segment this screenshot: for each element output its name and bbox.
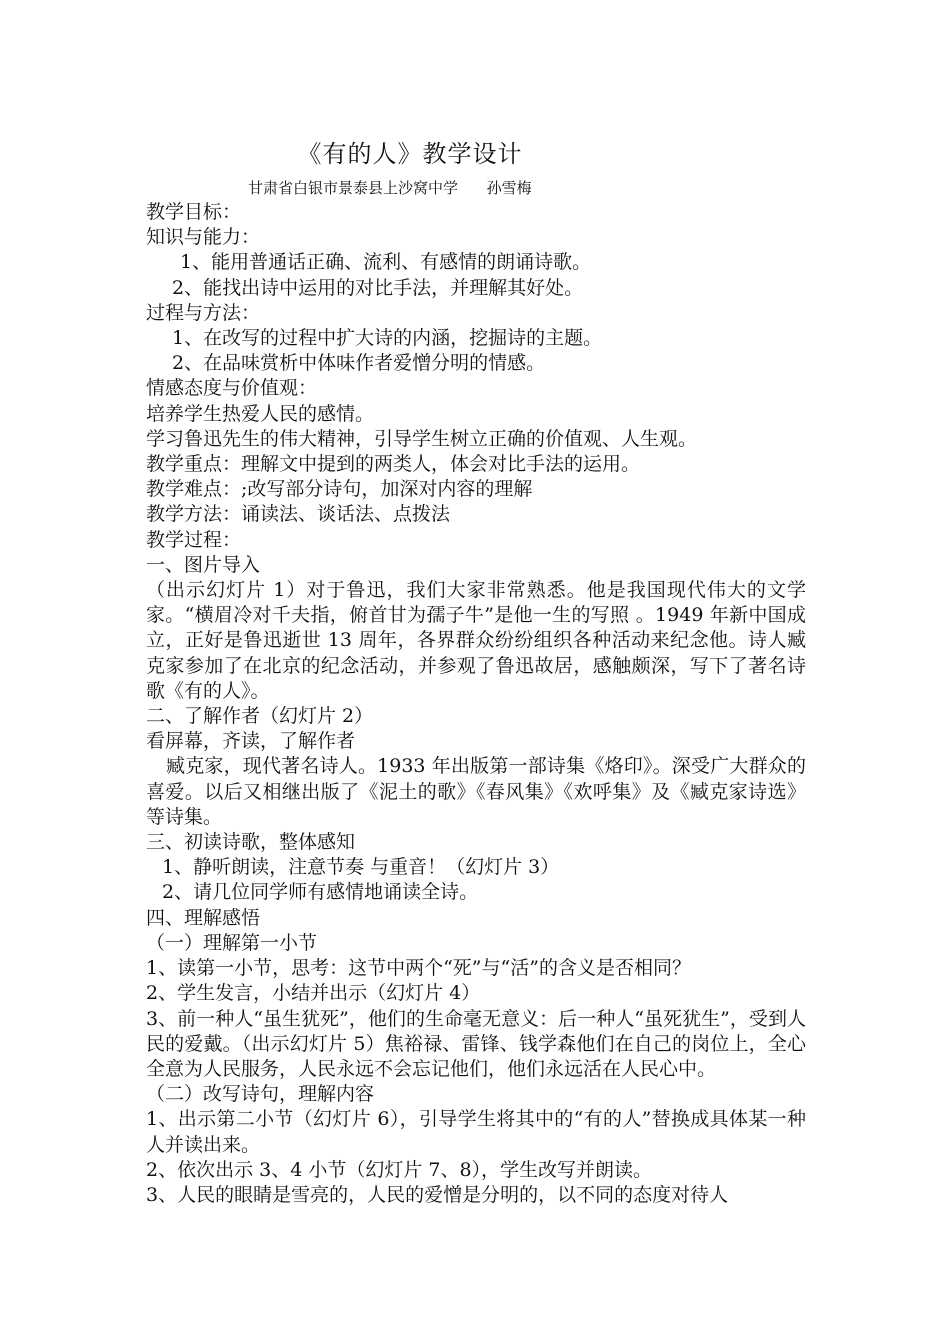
teaching-method: 教学方法：诵读法、谈话法、点拨法: [146, 503, 451, 526]
section-2-instruction: 看屏幕，齐读，了解作者: [146, 730, 356, 753]
subsection-1-item-1: 1、读第一小节，思考：这节中两个“死”与“活”的含义是否相同？: [146, 957, 691, 980]
author-byline: 甘肃省白银市景泰县上沙窝中学 孙雪梅: [248, 179, 532, 197]
section-1-paragraph: （出示幻灯片 1）对于鲁迅，我们大家非常熟悉。他是我国现代伟大的文学家。“横眉冷对千夫指，俯首甘为孺子牛”是他一生的写照 。1949 年新中国成立，正好是鲁迅逝世 13 周年，各界群众纷纷组织各种活动来纪念他。诗人臧克家参加了在北京的纪念活动，并参观了鲁迅故居，感触颇深，写下了著名诗歌《有的人》。: [146, 579, 806, 702]
document-title: 《有的人》教学设计: [297, 140, 523, 168]
section-2-heading: 二、了解作者（幻灯片 2）: [146, 705, 374, 728]
knowledge-item-1: 1、能用普通话正确、流利、有感情的朗诵诗歌。: [180, 251, 592, 274]
document-body: [146, 200, 806, 1208]
teaching-key-point: 教学重点：理解文中提到的两类人，体会对比手法的运用。: [146, 453, 641, 476]
subsection-1-item-2: 2、学生发言，小结并出示（幻灯片 4）: [146, 982, 481, 1005]
subsection-2-heading: （二）改写诗句，理解内容: [146, 1083, 375, 1106]
knowledge-item-2: 2、能找出诗中运用的对比手法，并理解其好处。: [172, 276, 584, 299]
subsection-1-item-3: 3、前一种人“虽生犹死”，他们的生命毫无意义：后一种人“虽死犹生”，受到人民的爱戴。（出示幻灯片 5）焦裕禄、雷锋、钱学森他们在自己的岗位上，全心全意为人民服务，人民永远不会忘记他们，他们永远活在人民心中。: [146, 1007, 806, 1080]
heading-teaching-process: 教学过程：: [146, 528, 242, 551]
heading-process: 过程与方法：: [146, 301, 261, 324]
subsection-1-heading: （一）理解第一小节: [146, 931, 318, 954]
attitude-item-1: 培养学生热爱人民的感情。: [146, 402, 375, 425]
attitude-item-2: 学习鲁迅先生的伟大精神，引导学生树立正确的价值观、人生观。: [146, 427, 698, 450]
section-4-heading: 四、理解感悟: [146, 906, 261, 929]
section-1-heading: 一、图片导入: [146, 553, 261, 576]
section-3-item-2: 2、请几位同学师有感情地诵读全诗。: [162, 881, 479, 904]
process-item-2: 2、在品味赏析中体味作者爱憎分明的情感。: [172, 352, 546, 375]
heading-objectives: 教学目标：: [146, 201, 242, 223]
subsection-2-item-2: 2、依次出示 3、4 小节（幻灯片 7、8），学生改写并朗读。: [146, 1158, 653, 1181]
teaching-difficulty: 教学难点：;改写部分诗句，加深对内容的理解: [146, 478, 533, 501]
author-intro-paragraph: 臧克家，现代著名诗人。1933 年出版第一部诗集《烙印》。深受广大群众的喜爱。以后又相继出版了《泥土的歌》《春风集》《欢呼集》及《臧克家诗选》等诗集。: [146, 755, 806, 828]
section-3-heading: 三、初读诗歌，整体感知: [146, 831, 356, 854]
heading-attitude: 情感态度与价值观：: [146, 377, 318, 400]
process-item-1: 1、在改写的过程中扩大诗的内涵，挖掘诗的主题。: [172, 327, 603, 350]
heading-knowledge: 知识与能力：: [146, 226, 261, 249]
subsection-2-item-3: 3、人民的眼睛是雪亮的，人民的爱憎是分明的，以不同的态度对待人: [146, 1183, 729, 1206]
section-3-item-1: 1、静听朗读，注意节奏 与重音！（幻灯片 3）: [162, 856, 560, 879]
subsection-2-item-1: 1、出示第二小节（幻灯片 6），引导学生将其中的“有的人”替换成具体某一种人并读出来。: [146, 1108, 806, 1156]
